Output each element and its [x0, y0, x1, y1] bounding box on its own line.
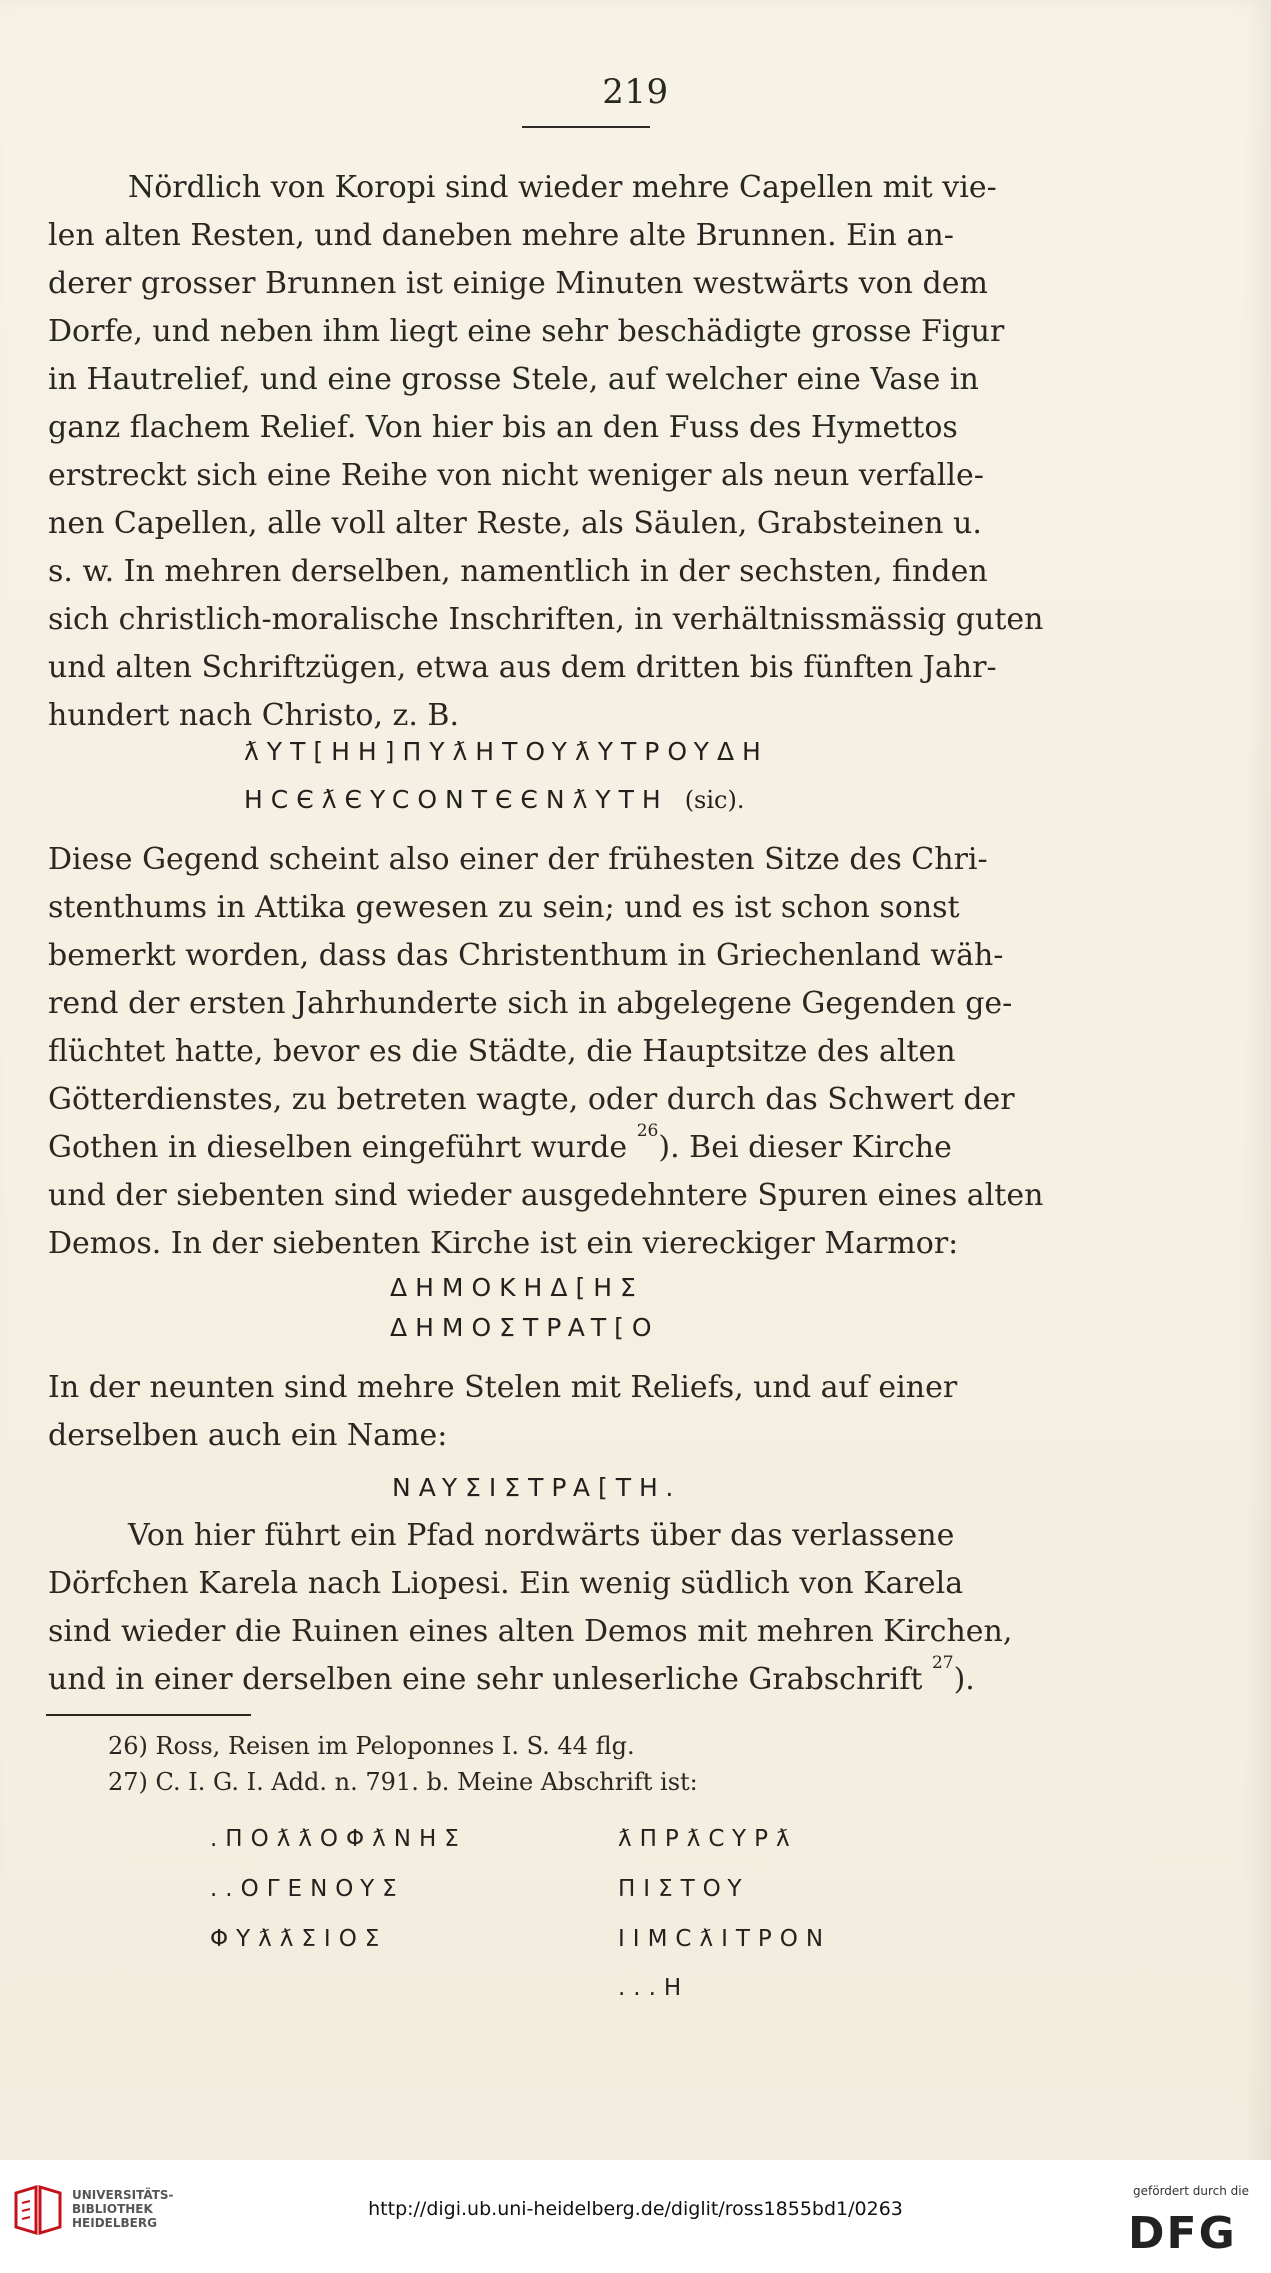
paragraph-4-line [48, 1653, 1096, 1704]
paragraph-2-line-7-text: Gothen in dieselben eingeführt wurde [48, 1130, 628, 1165]
paragraph-3-line: derselben auch ein Name: [48, 1418, 448, 1453]
paragraph-4-line: Von hier führt ein Pfad nordwärts über das verlassene [128, 1518, 955, 1553]
footnote-27: 27) C. I. G. I. Add. n. 791. b. Meine Abschrift ist: [108, 1768, 698, 1796]
paragraph-2-line: und der siebenten sind wieder ausgedehntere Spuren eines alten [48, 1178, 1044, 1213]
footnote-ref-27: 27 [931, 1653, 954, 1673]
inscription-4-right-line: IIΜCƛITPON [618, 1926, 832, 1952]
inscription-4-right-line: ƛΠPƛCYPƛ [618, 1826, 798, 1852]
paragraph-4 [48, 1512, 1096, 1704]
paragraph-2-line: bemerkt worden, dass das Christenthum in Griechenland wäh- [48, 938, 1004, 973]
footnote-26: 26) Ross, Reisen im Peloponnes I. S. 44 flg. [108, 1732, 635, 1760]
inscription-4-right-line: ΠIΣTOY [618, 1876, 750, 1902]
paragraph-1-line: hundert nach Christo, z. B. [48, 698, 459, 733]
paragraph-1-line: Nördlich von Koropi sind wieder mehre Capellen mit vie- [128, 170, 997, 205]
paragraph-2-line [48, 1121, 1096, 1172]
paragraph-1-line: und alten Schriftzügen, etwa aus dem dritten bis fünften Jahr- [48, 650, 997, 685]
paragraph-3-line: In der neunten sind mehre Stelen mit Reliefs, und auf einer [48, 1370, 958, 1405]
footer-url-link[interactable]: http://digi.ub.uni-heidelberg.de/diglit/ross1855bd1/0263 [368, 2198, 903, 2220]
paragraph-4-line: Dörfchen Karela nach Liopesi. Ein wenig südlich von Karela [48, 1566, 964, 1601]
paragraph-1-line: len alten Resten, und daneben mehre alte Brunnen. Ein an- [48, 218, 954, 253]
footnote-ref-26: 26 [636, 1121, 659, 1141]
inscription-2-line-2: ΔHMOΣTPAT[O [390, 1313, 660, 1342]
inscription-2-line-1: ΔHMOKHΔ[HΣ [390, 1273, 644, 1302]
paragraph-1-line: s. w. In mehren derselben, namentlich in der sechsten, finden [48, 554, 988, 589]
paragraph-2 [48, 836, 1096, 1268]
paragraph-2-line: rend der ersten Jahrhunderte sich in abgelegene Gegenden ge- [48, 986, 1013, 1021]
paragraph-2-line: Götterdienstes, zu betreten wagte, oder durch das Schwert der [48, 1082, 1015, 1117]
inscription-4-left-line: .ΠOƛƛOΦƛNHΣ [210, 1826, 467, 1852]
inscription-4-right-line: ...H [618, 1975, 690, 2001]
page-number: 219 [602, 72, 669, 112]
sic-note: (sic). [684, 786, 745, 814]
funding-label: gefördert durch die [1133, 2184, 1249, 2198]
paragraph-2-line: Diese Gegend scheint also einer der frühesten Sitze des Chri- [48, 842, 988, 877]
paragraph-2-line: Demos. In der siebenten Kirche ist ein viereckiger Marmor: [48, 1226, 959, 1261]
paragraph-4-last-text: und in einer derselben eine sehr unleserliche Grabschrift [48, 1662, 923, 1697]
footnote-rule [46, 1714, 251, 1716]
paragraph-1-line: in Hautrelief, und eine grosse Stele, auf welcher eine Vase in [48, 362, 979, 397]
paragraph-1-line: nen Capellen, alle voll alter Reste, als Säulen, Grabsteinen u. [48, 506, 982, 541]
paragraph-2-line-7-tail: ). Bei dieser Kirche [658, 1130, 952, 1165]
header-rule [522, 126, 650, 128]
paragraph-2-line: flüchtet hatte, bevor es die Städte, die Hauptsitze des alten [48, 1034, 956, 1069]
paragraph-1 [48, 164, 1096, 740]
paragraph-4-last-tail: ). [953, 1662, 975, 1697]
dfg-logo: DFG [1128, 2208, 1237, 2259]
paragraph-2-line: stenthums in Attika gewesen zu sein; und es ist schon sonst [48, 890, 960, 925]
inscription-3: NAYΣIΣTPA[TH. [392, 1473, 682, 1502]
inscription-1-line-2-text: HCЄƛЄYCONTЄЄNƛYTH [244, 785, 669, 814]
paragraph-3 [48, 1364, 1096, 1460]
paragraph-1-line: Dorfe, und neben ihm liegt eine sehr beschädigte grosse Figur [48, 314, 1005, 349]
inscription-4-left-line: ΦYƛƛΣIOΣ [210, 1926, 388, 1952]
library-name-line: HEIDELBERG [72, 2216, 157, 2230]
paragraph-1-line: derer grosser Brunnen ist einige Minuten westwärts von dem [48, 266, 988, 301]
inscription-1-line-1: ƛYT[HH]ΠYƛHTOYƛYTPOYΔH [244, 737, 769, 766]
library-name-line: UNIVERSITÄTS- [72, 2188, 174, 2202]
paragraph-1-line: ganz flachem Relief. Von hier bis an den Fuss des Hymettos [48, 410, 958, 445]
paragraph-1-line: sich christlich-moralische Inschriften, in verhältnissmässig guten [48, 602, 1044, 637]
inscription-4-left-line: ..OΓENOYΣ [210, 1876, 405, 1902]
paragraph-1-line: erstreckt sich eine Reihe von nicht weniger als neun verfalle- [48, 458, 984, 493]
library-name-line: BIBLIOTHEK [72, 2202, 153, 2216]
paragraph-4-line: sind wieder die Ruinen eines alten Demos mit mehren Kirchen, [48, 1614, 1013, 1649]
inscription-1-line-2 [244, 785, 744, 814]
